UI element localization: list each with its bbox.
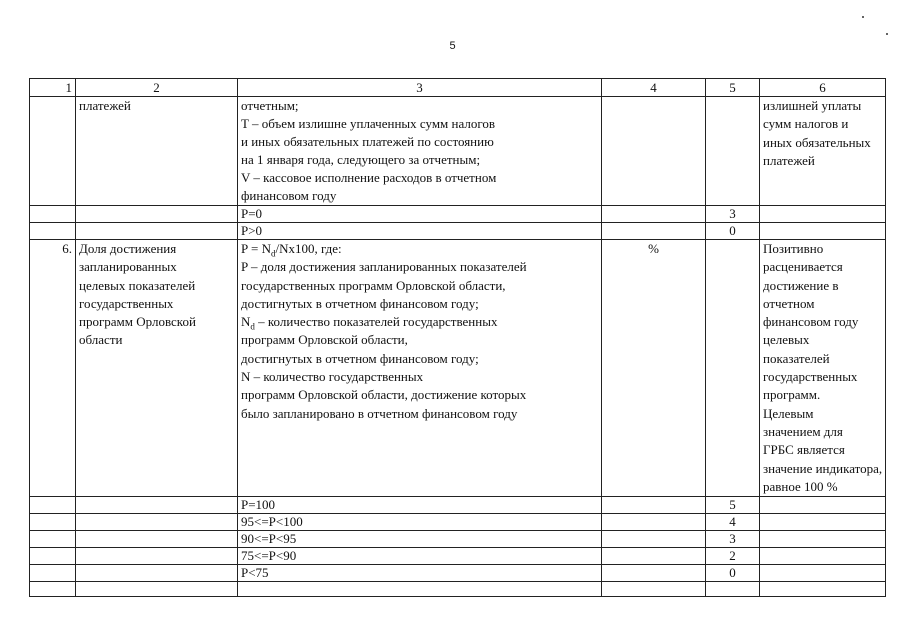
score-row: [30, 206, 886, 223]
note-line: показателей: [763, 350, 830, 366]
formula-subscript: d: [270, 248, 276, 259]
score-condition: P=0: [238, 206, 602, 223]
formula-suffix: /Nx100, где:: [275, 241, 342, 256]
description-line: и иных обязательных платежей по состоянию: [241, 134, 494, 149]
note-line: расценивается: [763, 259, 843, 275]
header-cell: 6: [760, 79, 886, 97]
note-line: государственных: [763, 369, 858, 385]
description-line: программ Орловской области, достижение которых: [241, 387, 527, 403]
note-line: излишней уплаты: [763, 98, 862, 113]
formula-description: [238, 97, 602, 206]
note-line: иных обязательных: [763, 134, 871, 150]
indicator-name: платежей: [76, 97, 238, 206]
description-line: N – количество государственных: [241, 369, 424, 385]
score-value: 2: [706, 548, 760, 565]
note-line: платежей: [763, 152, 815, 168]
description-line: на 1 января года, следующего за отчетным;: [241, 152, 481, 167]
name-line: программ Орловской: [79, 314, 196, 330]
table-row: [30, 240, 886, 497]
description-line: государственных программ Орловской области,: [241, 277, 506, 293]
score-value: 4: [706, 514, 760, 531]
score-value: 0: [706, 223, 760, 240]
unit-cell: %: [602, 240, 706, 497]
description-line: T – объем излишне уплаченных сумм налогов: [241, 116, 495, 131]
note-line: ГРБС является: [763, 442, 845, 458]
score-row: [30, 565, 886, 582]
name-line: государственных: [79, 295, 174, 311]
indicator-note: [760, 97, 886, 206]
page-number: 5: [449, 40, 456, 52]
header-cell: 4: [602, 79, 706, 97]
description-line: было запланировано в отчетном финансовом году: [241, 405, 518, 421]
score-value: 3: [706, 206, 760, 223]
note-line: Целевым: [763, 405, 814, 421]
note-line: значение индикатора,: [763, 460, 883, 476]
table-row: [30, 97, 886, 206]
description-line: программ Орловской области,: [241, 332, 408, 348]
note-line: отчетном: [763, 295, 815, 311]
score-row: [30, 223, 886, 240]
note-line: целевых: [763, 332, 810, 348]
description-line: отчетным;: [241, 98, 299, 113]
formula-prefix: P = N: [241, 241, 271, 256]
name-line: запланированных: [79, 259, 177, 275]
description-line: достигнутых в отчетном финансовом году;: [241, 350, 479, 366]
description-line: P – доля достижения запланированных показателей: [241, 259, 527, 275]
scan-speck: [886, 33, 888, 35]
score-condition: P>0: [238, 223, 602, 240]
score-row: [30, 514, 886, 531]
score-row: [30, 548, 886, 565]
description-line: [241, 313, 598, 331]
note-line: достижение в: [763, 277, 839, 293]
header-row: [30, 79, 886, 97]
description-line: V – кассовое исполнение расходов в отчетном: [241, 170, 497, 185]
name-line: целевых показателей: [79, 277, 196, 293]
score-row: [30, 497, 886, 514]
header-cell: 5: [706, 79, 760, 97]
note-line: равное 100 %: [763, 478, 838, 494]
score-value: 5: [706, 497, 760, 514]
score-condition: P<75: [238, 565, 602, 582]
indicator-name: [76, 240, 238, 497]
name-line: Доля достижения: [79, 241, 177, 256]
formula-description: [238, 240, 602, 497]
header-cell: 2: [76, 79, 238, 97]
score-row: [30, 531, 886, 548]
description-line: финансовом году: [241, 188, 337, 203]
indicator-note: [760, 240, 886, 497]
description-line: достигнутых в отчетном финансовом году;: [241, 295, 479, 311]
formula-line: [241, 240, 598, 258]
note-line: Позитивно: [763, 241, 824, 256]
note-line: программ.: [763, 387, 821, 403]
row-number: 6.: [30, 240, 76, 497]
indicator-table: [29, 78, 886, 597]
header-cell: 1: [30, 79, 76, 97]
name-line: области: [79, 332, 123, 348]
empty-row: [30, 582, 886, 597]
nd-definition: – количество показателей государственных: [254, 314, 498, 330]
score-condition: 90<=P<95: [238, 531, 602, 548]
score-condition: P=100: [238, 497, 602, 514]
note-line: значением для: [763, 423, 843, 439]
score-condition: 95<=P<100: [238, 514, 602, 531]
nd-subscript: d: [250, 321, 255, 332]
header-cell: 3: [238, 79, 602, 97]
note-line: финансовом году: [763, 314, 859, 330]
nd-symbol: N: [241, 314, 251, 330]
scan-speck: [862, 16, 864, 18]
note-line: сумм налогов и: [763, 116, 849, 132]
score-value: 0: [706, 565, 760, 582]
score-value: 3: [706, 531, 760, 548]
score-condition: 75<=P<90: [238, 548, 602, 565]
